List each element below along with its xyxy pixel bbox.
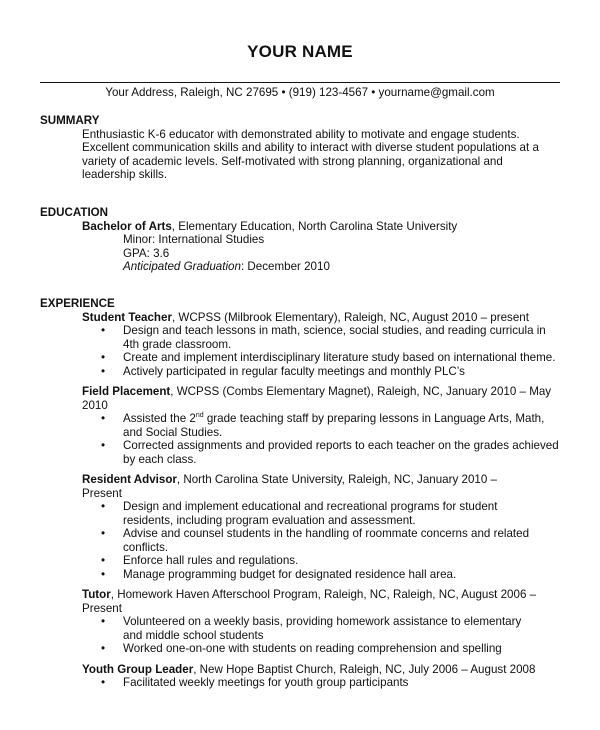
job-entry (40, 663, 560, 677)
job-entry (40, 588, 552, 615)
graduation-label: Anticipated Graduation (123, 260, 241, 273)
job-title: Student Teacher (82, 310, 172, 324)
bullet-text-rest: grade teaching staff by preparing lessons in Language Arts, Math, and Social Studies. (123, 412, 545, 439)
job-details: , North Carolina State University, Raleigh, NC, January 2010 – Present (82, 473, 497, 500)
degree-details: , Elementary Education, North Carolina State University (171, 219, 458, 233)
list-item: • Volunteered on a weekly basis, providing homework assistance to elementary and middle school students (123, 615, 543, 642)
list-item: • Design and teach lessons in math, science, social studies, and reading curricula in 4th grade classroom. (123, 324, 563, 351)
experience-section (40, 297, 560, 690)
job-title: Youth Group Leader (82, 662, 194, 676)
summary-section (40, 114, 560, 182)
resume-name: YOUR NAME (247, 42, 353, 61)
list-item: • Create and implement interdisciplinary literature study based on international theme. (123, 351, 563, 365)
graduation-value: : December 2010 (240, 260, 330, 273)
list-item: • Corrected assignments and provided reports to each teacher on the grades achieved by each class. (123, 439, 563, 466)
job-entry (40, 385, 552, 412)
job-title: Tutor (82, 588, 111, 601)
job-bullets (40, 412, 563, 466)
job-bullets (40, 324, 563, 378)
education-section (40, 206, 560, 274)
job-bullets (40, 615, 543, 656)
list-item: • Actively participated in regular faculty meetings and monthly PLC’s (123, 365, 563, 379)
summary-text: Enthusiastic K-6 educator with demonstrated ability to motivate and engage students. Excellent communication skills and ability to interact with diverse student populations at a variety of academic levels. Self-motivated with strong planning, organizational and leadership skills. (82, 127, 539, 181)
education-graduation (40, 260, 560, 274)
job-title: Resident Advisor (82, 473, 177, 486)
list-item: • Worked one-on-one with students on reading comprehension and spelling (123, 642, 543, 656)
header-divider (40, 82, 560, 83)
job-details: , Homework Haven Afterschool Program, Raleigh, NC, Raleigh, NC, August 2006 – Present (82, 588, 537, 615)
summary-heading: SUMMARY (40, 114, 100, 127)
experience-heading: EXPERIENCE (40, 297, 115, 310)
job-entry (40, 473, 502, 500)
education-heading: EDUCATION (40, 206, 109, 219)
job-details: , WCPSS (Milbrook Elementary), Raleigh, NC, August 2010 – present (171, 310, 529, 324)
bullet-text: Assisted the 2 (123, 412, 196, 425)
list-item: • Manage programming budget for designated residence hall area. (123, 568, 543, 582)
job-details: , New Hope Baptist Church, Raleigh, NC, July 2006 – August 2008 (193, 662, 536, 676)
list-item: • Advise and counsel students in the handling of roommate concerns and related conflicts. (123, 527, 543, 554)
job-bullets (40, 676, 563, 690)
list-item: • Facilitated weekly meetings for youth group participants (123, 676, 563, 690)
job-details: , WCPSS (Combs Elementary Magnet), Raleigh, NC, January 2010 – May 2010 (82, 385, 552, 412)
education-degree-line (40, 220, 560, 234)
degree-name: Bachelor of Arts (82, 219, 172, 233)
education-minor: Minor: International Studies (123, 233, 265, 246)
job-bullets (40, 500, 543, 581)
list-item: • Design and implement educational and recreational programs for student residents, including program evaluation and assessment. (123, 500, 543, 527)
list-item: • Enforce hall rules and regulations. (123, 554, 543, 568)
job-entry (40, 311, 560, 325)
education-gpa: GPA: 3.6 (123, 246, 170, 260)
contact-line: Your Address, Raleigh, NC 27695 • (919) 123-4567 • yourname@gmail.com (105, 86, 495, 99)
job-title: Field Placement (82, 385, 171, 398)
ordinal-suffix: nd (195, 412, 204, 420)
list-item (123, 412, 563, 439)
